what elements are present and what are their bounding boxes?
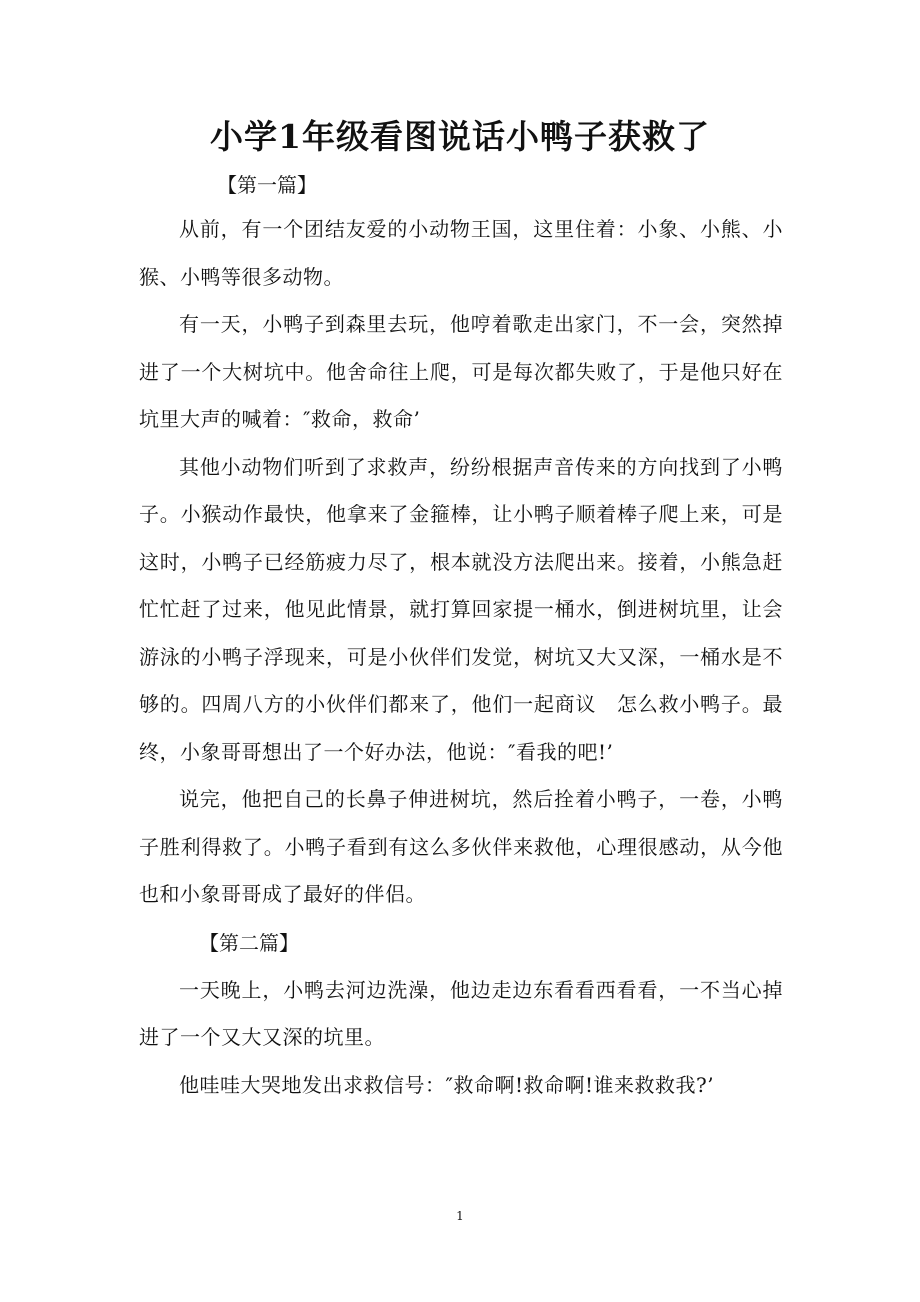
section-heading: 【第二篇】: [199, 930, 299, 955]
page-number: 1: [456, 1209, 464, 1223]
paragraph: 有一天，小鸭子到森里去玩，他哼着歌走出家门，不一会，突然掉进了一个大树坑中。他舍命往上爬，可是每次都失败了，于是他只好在坑里大声的喊着：″救命，救命’: [139, 312, 783, 431]
section-heading: 【第一篇】: [217, 173, 317, 197]
document-body: [139, 164, 783, 1109]
paragraph: 一天晚上，小鸭去河边洗澡，他边走边东看看西看看，一不当心掉进了一个又大又深的坑里。: [139, 977, 783, 1049]
paragraph: 说完，他把自己的长鼻子伸进树坑，然后拴着小鸭子，一卷，小鸭子胜利得救了。小鸭子看到有这么多伙伴来救他，心理很感动，从今他也和小象哥哥成了最好的伴侣。: [139, 787, 783, 906]
document-title: 小学1年级看图说话小鸭子获救了: [210, 117, 710, 156]
paragraph: 他哇哇大哭地发出求救信号：″救命啊!救命啊!谁来救救我?’: [179, 1072, 715, 1097]
paragraph: 从前，有一个团结友爱的小动物王国，这里住着：小象、小熊、小猴、小鸭等很多动物。: [139, 217, 783, 289]
paragraph: 其他小动物们听到了求救声，纷纷根据声音传来的方向找到了小鸭子。小猴动作最快，他拿来了金箍棒，让小鸭子顺着棒子爬上来，可是这时，小鸭子已经筋疲力尽了，根本就没方法爬出来。接着，小熊急赶忙忙赶了过来，他见此情景，就打算回家提一桶水，倒进树坑里，让会游泳的小鸭子浮现来，可是小伙伴们发觉，树坑又大又深，一桶水是不够的。四周八方的小伙伴们都来了，他们一起商议 怎么救小鸭子。最终，小象哥哥想出了一个好办法，他说：″看我的吧!’: [139, 454, 783, 764]
